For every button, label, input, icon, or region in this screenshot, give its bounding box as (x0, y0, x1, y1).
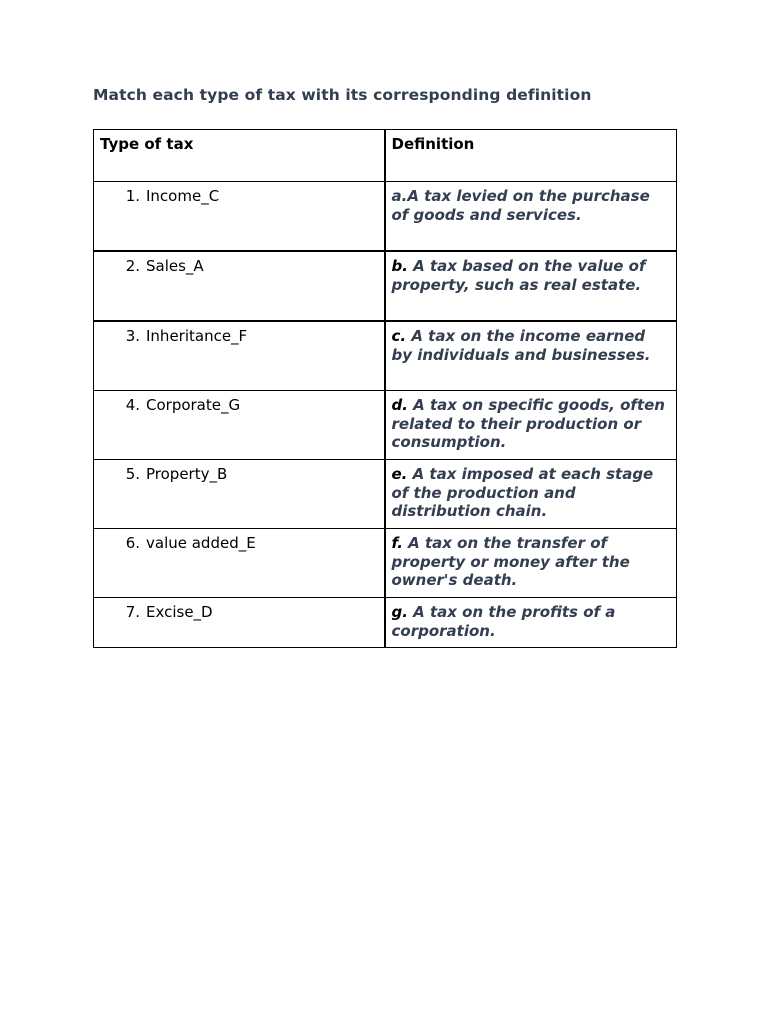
tax-type-name: Inheritance_F (146, 327, 248, 345)
tax-type-cell (94, 598, 385, 648)
tax-type-name: Sales_A (146, 257, 204, 275)
definition-text (392, 534, 630, 589)
definition-letter: c. (391, 327, 407, 345)
tax-type-cell (94, 321, 385, 391)
list-number: 1. (125, 187, 140, 205)
table-row (94, 460, 677, 529)
definition-cell (385, 529, 677, 598)
definition-body: A tax levied on the purchase of goods and services. (391, 187, 650, 224)
tax-type-cell (94, 460, 385, 529)
definition-letter: g. (391, 603, 408, 621)
definition-text (392, 327, 651, 364)
definition-body: A tax imposed at each stage of the production and distribution chain. (391, 465, 654, 520)
definition-letter: d. (391, 396, 408, 414)
list-number: 6. (125, 534, 140, 552)
definition-cell (385, 321, 677, 391)
definition-body: A tax on the profits of a corporation. (391, 603, 616, 640)
table-row (94, 391, 677, 460)
list-number: 5. (125, 465, 140, 483)
tax-type-name: Excise_D (146, 603, 213, 621)
table-row (94, 529, 677, 598)
table-header-row (94, 130, 677, 182)
header-type-of-tax: Type of tax (94, 130, 385, 182)
header-definition: Definition (385, 130, 677, 182)
document-title: Match each type of tax with its corresponding definition (93, 86, 592, 104)
definition-cell (385, 251, 677, 321)
tax-type-cell (94, 391, 385, 460)
definition-letter: a. (391, 187, 408, 205)
tax-type-name: Income_C (146, 187, 220, 205)
list-number: 4. (125, 396, 140, 414)
list-number: 7. (125, 603, 140, 621)
definition-text (392, 465, 654, 520)
definition-text (392, 187, 650, 224)
definition-cell (385, 391, 677, 460)
definition-cell (385, 460, 677, 529)
definition-body: A tax on the income earned by individuals and businesses. (391, 327, 651, 364)
tax-type-cell (94, 251, 385, 321)
definition-text (392, 257, 646, 294)
definition-body: A tax on specific goods, often related to their production or consumption. (391, 396, 665, 451)
tax-type-cell (94, 182, 385, 252)
table-row (94, 251, 677, 321)
matching-table (93, 129, 677, 648)
definition-letter: b. (391, 257, 408, 275)
table-row (94, 321, 677, 391)
definition-letter: f. (391, 534, 403, 552)
definition-letter: e. (391, 465, 408, 483)
definition-cell (385, 182, 677, 252)
definition-text (392, 603, 616, 640)
tax-type-name: Property_B (146, 465, 228, 483)
table-row (94, 182, 677, 252)
definition-cell (385, 598, 677, 648)
tax-type-name: value added_E (146, 534, 256, 552)
definition-text (392, 396, 665, 451)
definition-body: A tax based on the value of property, such as real estate. (391, 257, 646, 294)
tax-type-name: Corporate_G (146, 396, 241, 414)
definition-body: A tax on the transfer of property or money after the owner's death. (391, 534, 630, 589)
table-row (94, 598, 677, 648)
list-number: 2. (125, 257, 140, 275)
tax-type-cell (94, 529, 385, 598)
list-number: 3. (125, 327, 140, 345)
